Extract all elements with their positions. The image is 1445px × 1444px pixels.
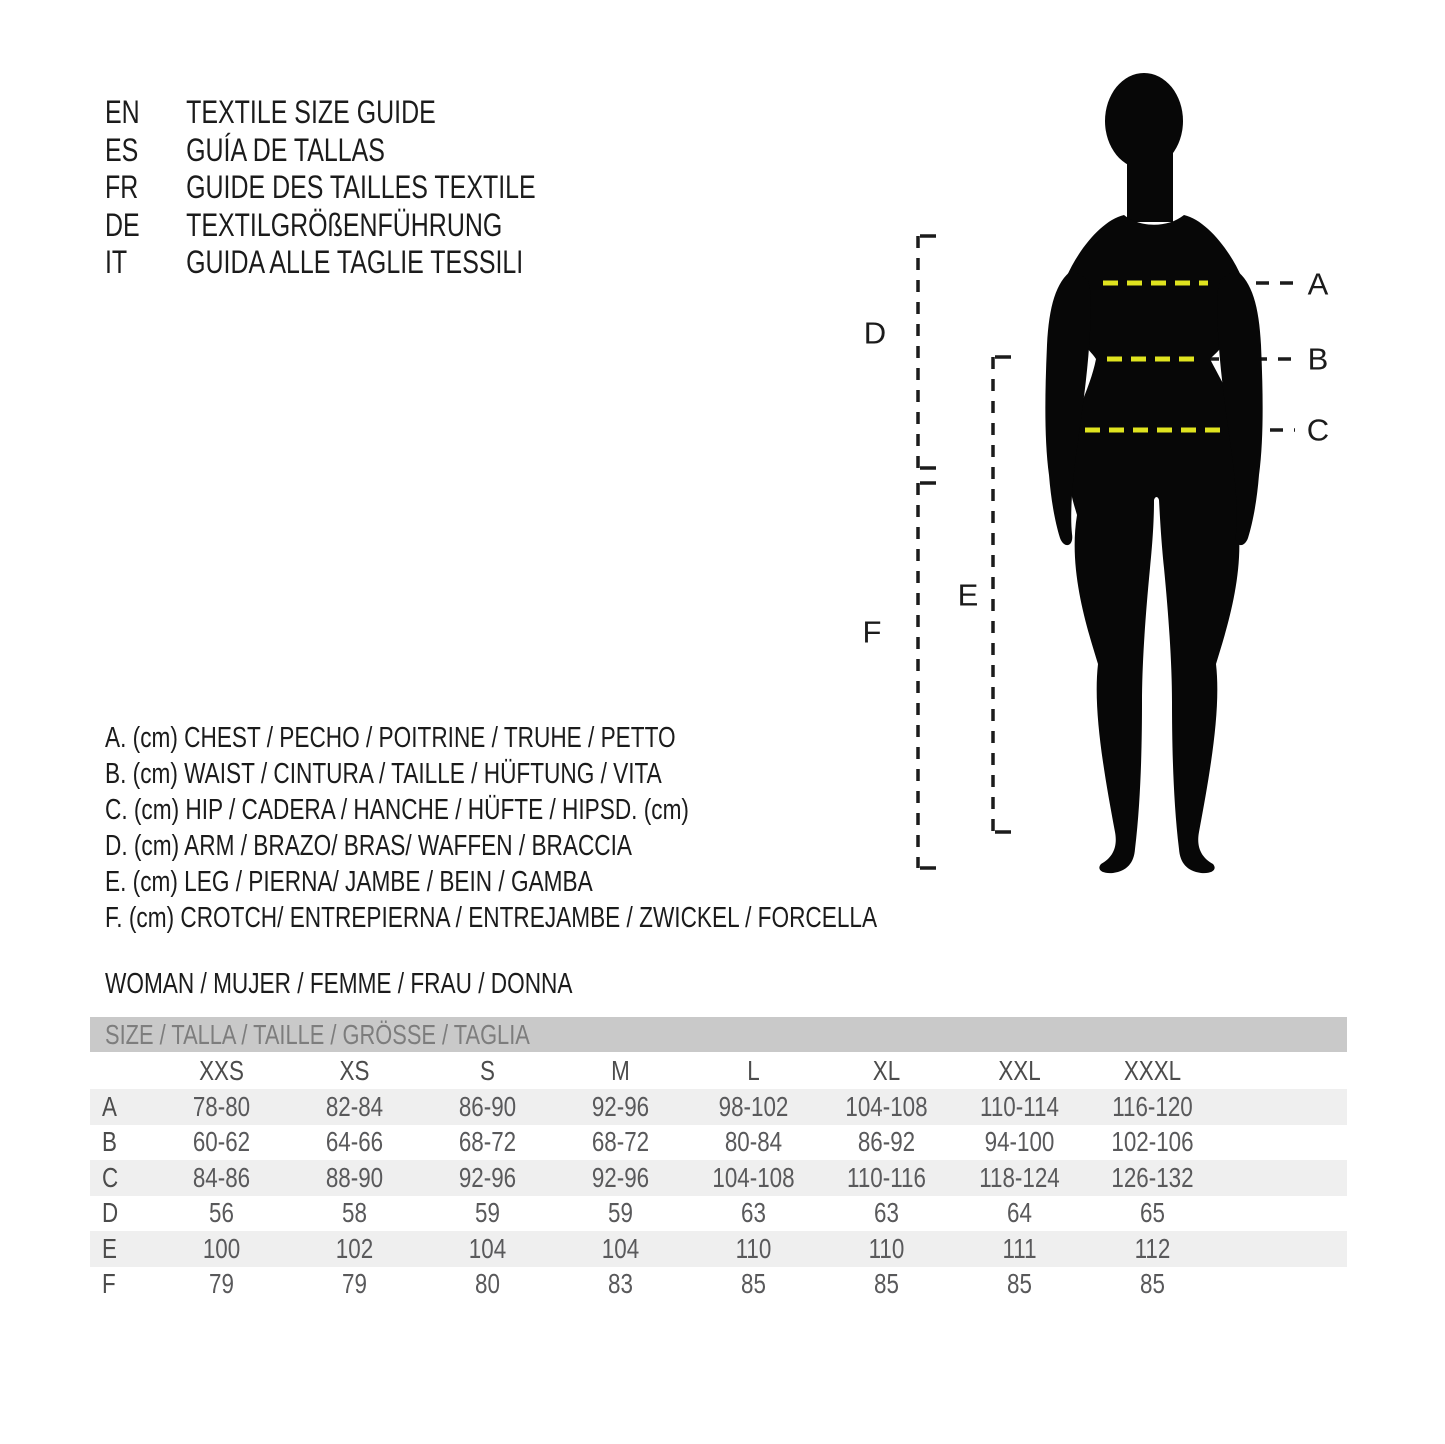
table-cell: 88-90	[325, 1161, 384, 1193]
table-cell: 83	[608, 1268, 633, 1300]
table-cell: 126-132	[1111, 1161, 1194, 1193]
woman-silhouette-figure	[850, 60, 1445, 940]
size-table	[90, 1017, 1347, 1302]
label-crotch-f: F	[862, 614, 882, 650]
language-code: FR	[105, 169, 139, 205]
label-waist-b: B	[1307, 341, 1329, 377]
language-code: IT	[105, 244, 128, 280]
language-row-it	[105, 244, 657, 282]
row-label: F	[102, 1268, 116, 1300]
table-cell: 104-108	[845, 1090, 928, 1122]
table-cell: 65	[1140, 1197, 1165, 1229]
row-label: E	[102, 1232, 117, 1264]
language-code: EN	[105, 94, 140, 130]
table-cell: 110-114	[980, 1090, 1059, 1122]
table-cell: 85	[874, 1268, 899, 1300]
arm-measure-line-d	[918, 236, 936, 468]
row-label: B	[102, 1126, 117, 1158]
table-row-a	[90, 1089, 1347, 1125]
table-cell: 82-84	[325, 1090, 384, 1122]
table-cell: 94-100	[984, 1126, 1055, 1158]
table-cell: 68-72	[458, 1126, 517, 1158]
language-code: ES	[105, 131, 139, 168]
language-row-es	[105, 132, 657, 170]
guide-title: TEXTILE SIZE GUIDE	[186, 94, 436, 130]
table-row-d	[90, 1196, 1347, 1232]
table-cell: 60-62	[192, 1126, 251, 1158]
table-cell: 59	[475, 1197, 500, 1229]
label-hip-c: C	[1306, 412, 1330, 448]
guide-title: GUIDA ALLE TAGLIE TESSILI	[186, 244, 524, 280]
table-cell: 112	[1134, 1232, 1171, 1264]
size-table-sizes-row	[90, 1052, 1347, 1089]
guide-title: GUIDE DES TAILLES TEXTILE	[186, 169, 536, 205]
table-cell: 111	[1002, 1232, 1037, 1264]
size-col-header: L	[747, 1054, 760, 1086]
guide-title: TEXTILGRÖßENFÜHRUNG	[186, 206, 503, 243]
row-label: A	[102, 1090, 117, 1122]
table-cell: 104	[601, 1232, 640, 1264]
table-cell: 110	[735, 1232, 772, 1264]
table-cell: 104	[468, 1232, 507, 1264]
label-chest-a: A	[1307, 266, 1329, 302]
table-cell: 102-106	[1111, 1126, 1194, 1158]
table-cell: 63	[874, 1197, 899, 1229]
table-cell: 79	[209, 1268, 234, 1300]
row-label: D	[102, 1197, 119, 1229]
definition-waist: B. (cm) WAIST / CINTURA / TAILLE / HÜFTUNG / VITA	[105, 758, 662, 790]
table-cell: 85	[741, 1268, 766, 1300]
crotch-measure-line-f	[918, 483, 936, 868]
language-row-fr	[105, 169, 657, 207]
table-cell: 84-86	[192, 1161, 251, 1193]
size-col-header: XXS	[199, 1054, 244, 1086]
size-col-header: XL	[872, 1054, 901, 1086]
table-cell: 110	[868, 1232, 905, 1264]
label-arm-d: D	[863, 315, 887, 351]
table-cell: 78-80	[192, 1090, 251, 1122]
size-col-header: XXXL	[1123, 1054, 1182, 1086]
table-cell: 63	[741, 1197, 766, 1229]
table-cell: 98-102	[718, 1090, 789, 1122]
section-title-woman: WOMAN / MUJER / FEMME / FRAU / DONNA	[105, 968, 573, 1000]
table-row-c	[90, 1160, 1347, 1196]
table-cell: 92-96	[591, 1090, 650, 1122]
table-cell: 85	[1007, 1268, 1032, 1300]
table-cell: 110-116	[847, 1161, 926, 1193]
table-cell: 68-72	[591, 1126, 650, 1158]
table-cell: 118-124	[979, 1161, 1060, 1193]
definition-crotch: F. (cm) CROTCH/ ENTREPIERNA / ENTREJAMBE / ZWICKEL / FORCELLA	[105, 902, 878, 934]
definition-chest: A. (cm) CHEST / PECHO / POITRINE / TRUHE / PETTO	[105, 722, 676, 754]
size-col-header: XXL	[998, 1054, 1041, 1086]
table-cell: 102	[335, 1232, 374, 1264]
neck-shape	[1127, 148, 1173, 222]
size-col-header: S	[480, 1054, 495, 1086]
size-table-header-bar: SIZE / TALLA / TAILLE / GRÖSSE / TAGLIA	[90, 1017, 1347, 1052]
table-cell: 92-96	[591, 1161, 650, 1193]
guide-title: GUÍA DE TALLAS	[186, 131, 385, 168]
size-col-header: M	[611, 1054, 630, 1086]
table-cell: 79	[342, 1268, 367, 1300]
size-col-header: XS	[339, 1054, 370, 1086]
definition-leg: E. (cm) LEG / PIERNA/ JAMBE / BEIN / GAMBA	[105, 866, 593, 898]
table-cell: 100	[202, 1232, 241, 1264]
language-row-en	[105, 94, 657, 132]
table-cell: 58	[342, 1197, 367, 1229]
table-cell: 64	[1007, 1197, 1032, 1229]
row-label: C	[102, 1161, 119, 1193]
table-row-e	[90, 1231, 1347, 1267]
table-cell: 92-96	[458, 1161, 517, 1193]
leg-measure-line-e	[993, 357, 1011, 832]
table-cell: 104-108	[712, 1161, 795, 1193]
table-cell: 56	[209, 1197, 234, 1229]
table-cell: 80-84	[724, 1126, 783, 1158]
table-row-b	[90, 1125, 1347, 1161]
language-code: DE	[105, 206, 140, 243]
table-cell: 86-92	[857, 1126, 916, 1158]
table-cell: 64-66	[325, 1126, 384, 1158]
language-title-list	[105, 94, 657, 282]
table-cell: 116-120	[1112, 1090, 1193, 1122]
table-row-f	[90, 1267, 1347, 1303]
definition-arm: D. (cm) ARM / BRAZO/ BRAS/ WAFFEN / BRACCIA	[105, 830, 632, 862]
woman-silhouette	[1045, 73, 1262, 873]
table-cell: 85	[1140, 1268, 1165, 1300]
label-leg-e: E	[957, 577, 979, 613]
table-cell: 80	[475, 1268, 500, 1300]
definition-hip: C. (cm) HIP / CADERA / HANCHE / HÜFTE / HIPSD. (cm)	[105, 794, 689, 826]
table-cell: 59	[608, 1197, 633, 1229]
table-cell: 86-90	[458, 1090, 517, 1122]
language-row-de	[105, 207, 657, 245]
